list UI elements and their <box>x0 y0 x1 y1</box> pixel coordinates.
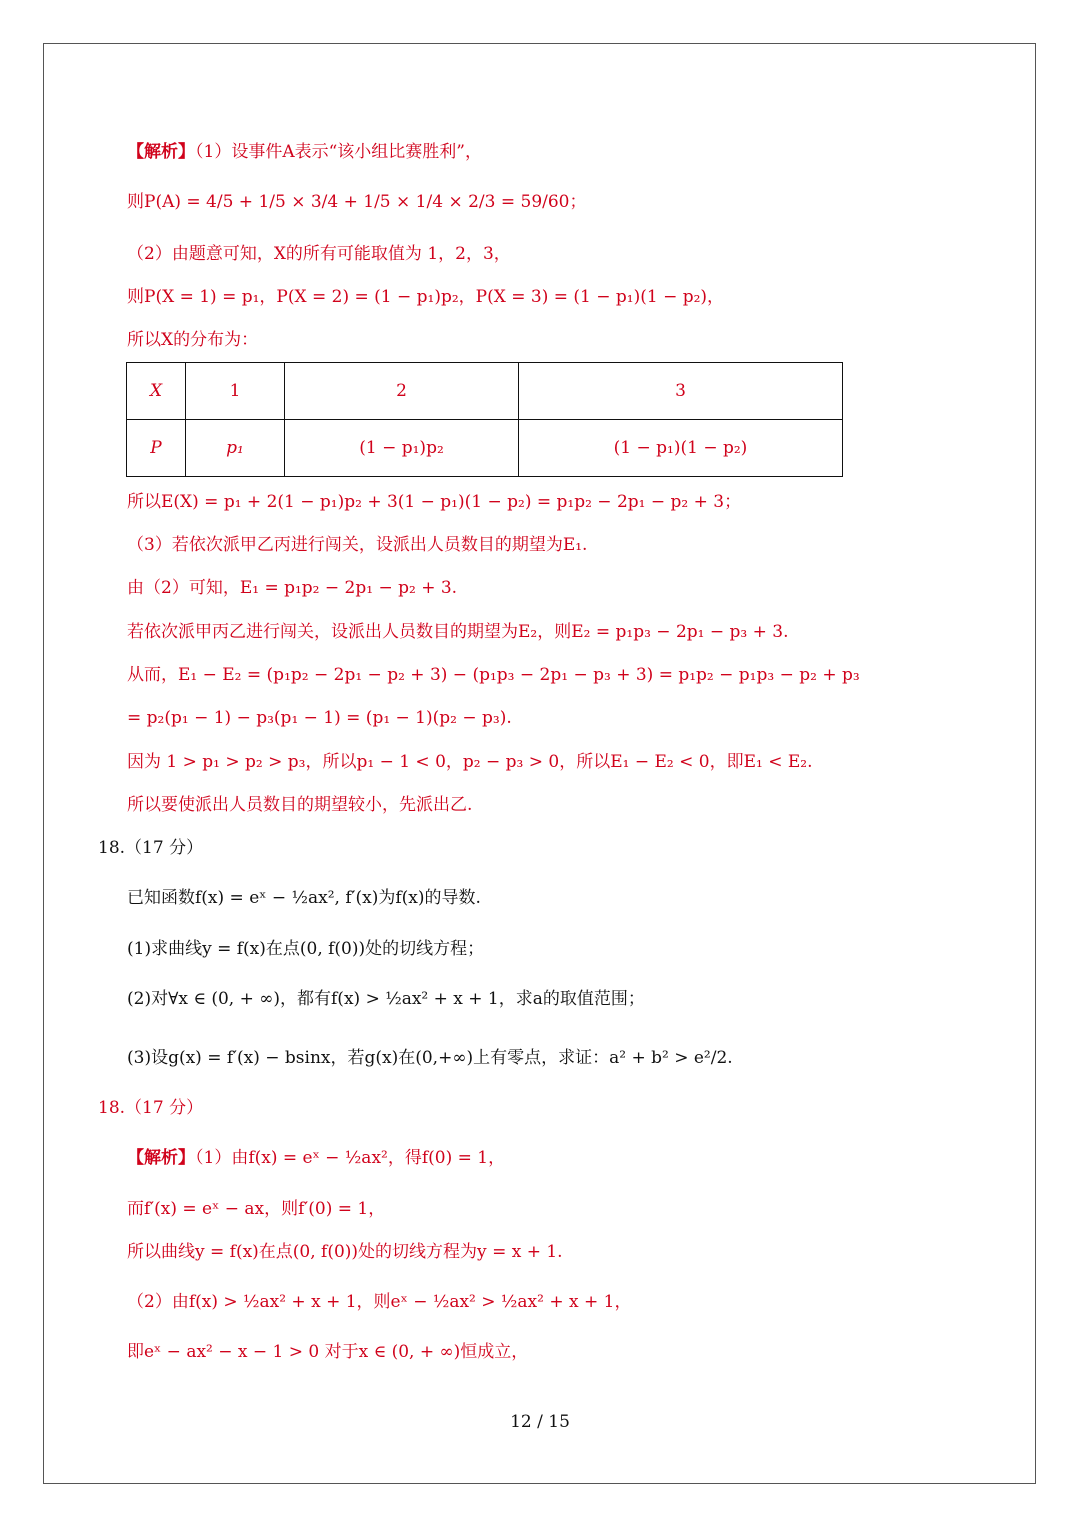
solution-line-9: 若依次派甲丙乙进行闯关，设派出人员数目的期望为E₂，则E₂ = p₁p₃ − 2p₁ − p₃ + 3. <box>127 622 789 642</box>
distribution-table <box>126 362 843 477</box>
solution-line-5: 所以X的分布为： <box>127 330 259 350</box>
answer-18-line-1: 【解析】（1）由f(x) = eˣ − ½ax²，得f(0) = 1， <box>127 1148 506 1168</box>
table-cell: p₁ <box>186 420 285 477</box>
table-row <box>127 363 843 420</box>
question-18-heading: 18.（17 分） <box>98 838 204 858</box>
question-18-stem: 已知函数f(x) = eˣ − ½ax², f′(x)为f(x)的导数. <box>127 888 481 908</box>
answer-18-line-3: 所以曲线y = f(x)在点(0, f(0))处的切线方程为y = x + 1. <box>127 1242 563 1262</box>
table-cell: 2 <box>285 363 519 420</box>
table-cell: (1 − p₁)p₂ <box>285 420 519 477</box>
solution-line-8: 由（2）可知，E₁ = p₁p₂ − 2p₁ − p₂ + 3. <box>127 578 458 598</box>
analysis-tag: 【解析】 <box>127 142 195 162</box>
table-cell: (1 − p₁)(1 − p₂) <box>519 420 843 477</box>
question-18-part-1: (1)求曲线y = f(x)在点(0, f(0))处的切线方程； <box>127 939 485 959</box>
solution-line-13: 所以要使派出人员数目的期望较小，先派出乙. <box>127 795 473 815</box>
question-18-part-3: (3)设g(x) = f′(x) − bsinx，若g(x)在(0,+∞)上有零点，求证：a² + b² > e²/2. <box>127 1048 733 1068</box>
answer-18-line-5: 即eˣ − ax² − x − 1 > 0 对于x ∈ (0, + ∞)恒成立， <box>127 1342 529 1362</box>
answer-18-line-2: 而f′(x) = eˣ − ax，则f′(0) = 1， <box>127 1199 386 1219</box>
solution-line-12: 因为 1 > p₁ > p₂ > p₃，所以p₁ − 1 < 0，p₂ − p₃ > 0，所以E₁ − E₂ < 0，即E₁ < E₂. <box>127 752 813 772</box>
answer-18-heading: 18.（17 分） <box>98 1098 204 1118</box>
answer-18-line-4: （2）由f(x) > ½ax² + x + 1，则eˣ − ½ax² > ½ax² + x + 1， <box>127 1292 632 1312</box>
solution-line-4: 则P(X = 1) = p₁，P(X = 2) = (1 − p₁)p₂，P(X = 3) = (1 − p₁)(1 − p₂)， <box>127 287 725 307</box>
table-row <box>127 420 843 477</box>
solution-line-2: 则P(A) = 4/5 + 1/5 × 3/4 + 1/5 × 1/4 × 2/3 = 59/60； <box>127 192 587 212</box>
analysis-tag: 【解析】 <box>127 1148 195 1168</box>
table-cell: 3 <box>519 363 843 420</box>
table-cell: X <box>127 363 186 420</box>
solution-line-6: 所以E(X) = p₁ + 2(1 − p₁)p₂ + 3(1 − p₁)(1 − p₂) = p₁p₂ − 2p₁ − p₂ + 3； <box>127 492 742 512</box>
solution-line-11: = p₂(p₁ − 1) − p₃(p₁ − 1) = (p₁ − 1)(p₂ − p₃). <box>127 708 512 728</box>
table-cell: P <box>127 420 186 477</box>
page-number: 12 / 15 <box>510 1412 570 1432</box>
solution-line-1: 【解析】（1）设事件A表示“该小组比赛胜利”， <box>127 142 482 162</box>
question-18-part-2: (2)对∀x ∈ (0, + ∞)，都有f(x) > ½ax² + x + 1，求a的取值范围； <box>127 989 645 1009</box>
solution-line-10: 从而，E₁ − E₂ = (p₁p₂ − 2p₁ − p₂ + 3) − (p₁p₃ − 2p₁ − p₃ + 3) = p₁p₂ − p₁p₃ − p₂ + p₃ <box>127 665 860 685</box>
table-cell: 1 <box>186 363 285 420</box>
solution-line-3: （2）由题意可知，X的所有可能取值为 1，2，3， <box>127 244 511 264</box>
solution-line-7: （3）若依次派甲乙丙进行闯关，设派出人员数目的期望为E₁. <box>127 535 588 555</box>
